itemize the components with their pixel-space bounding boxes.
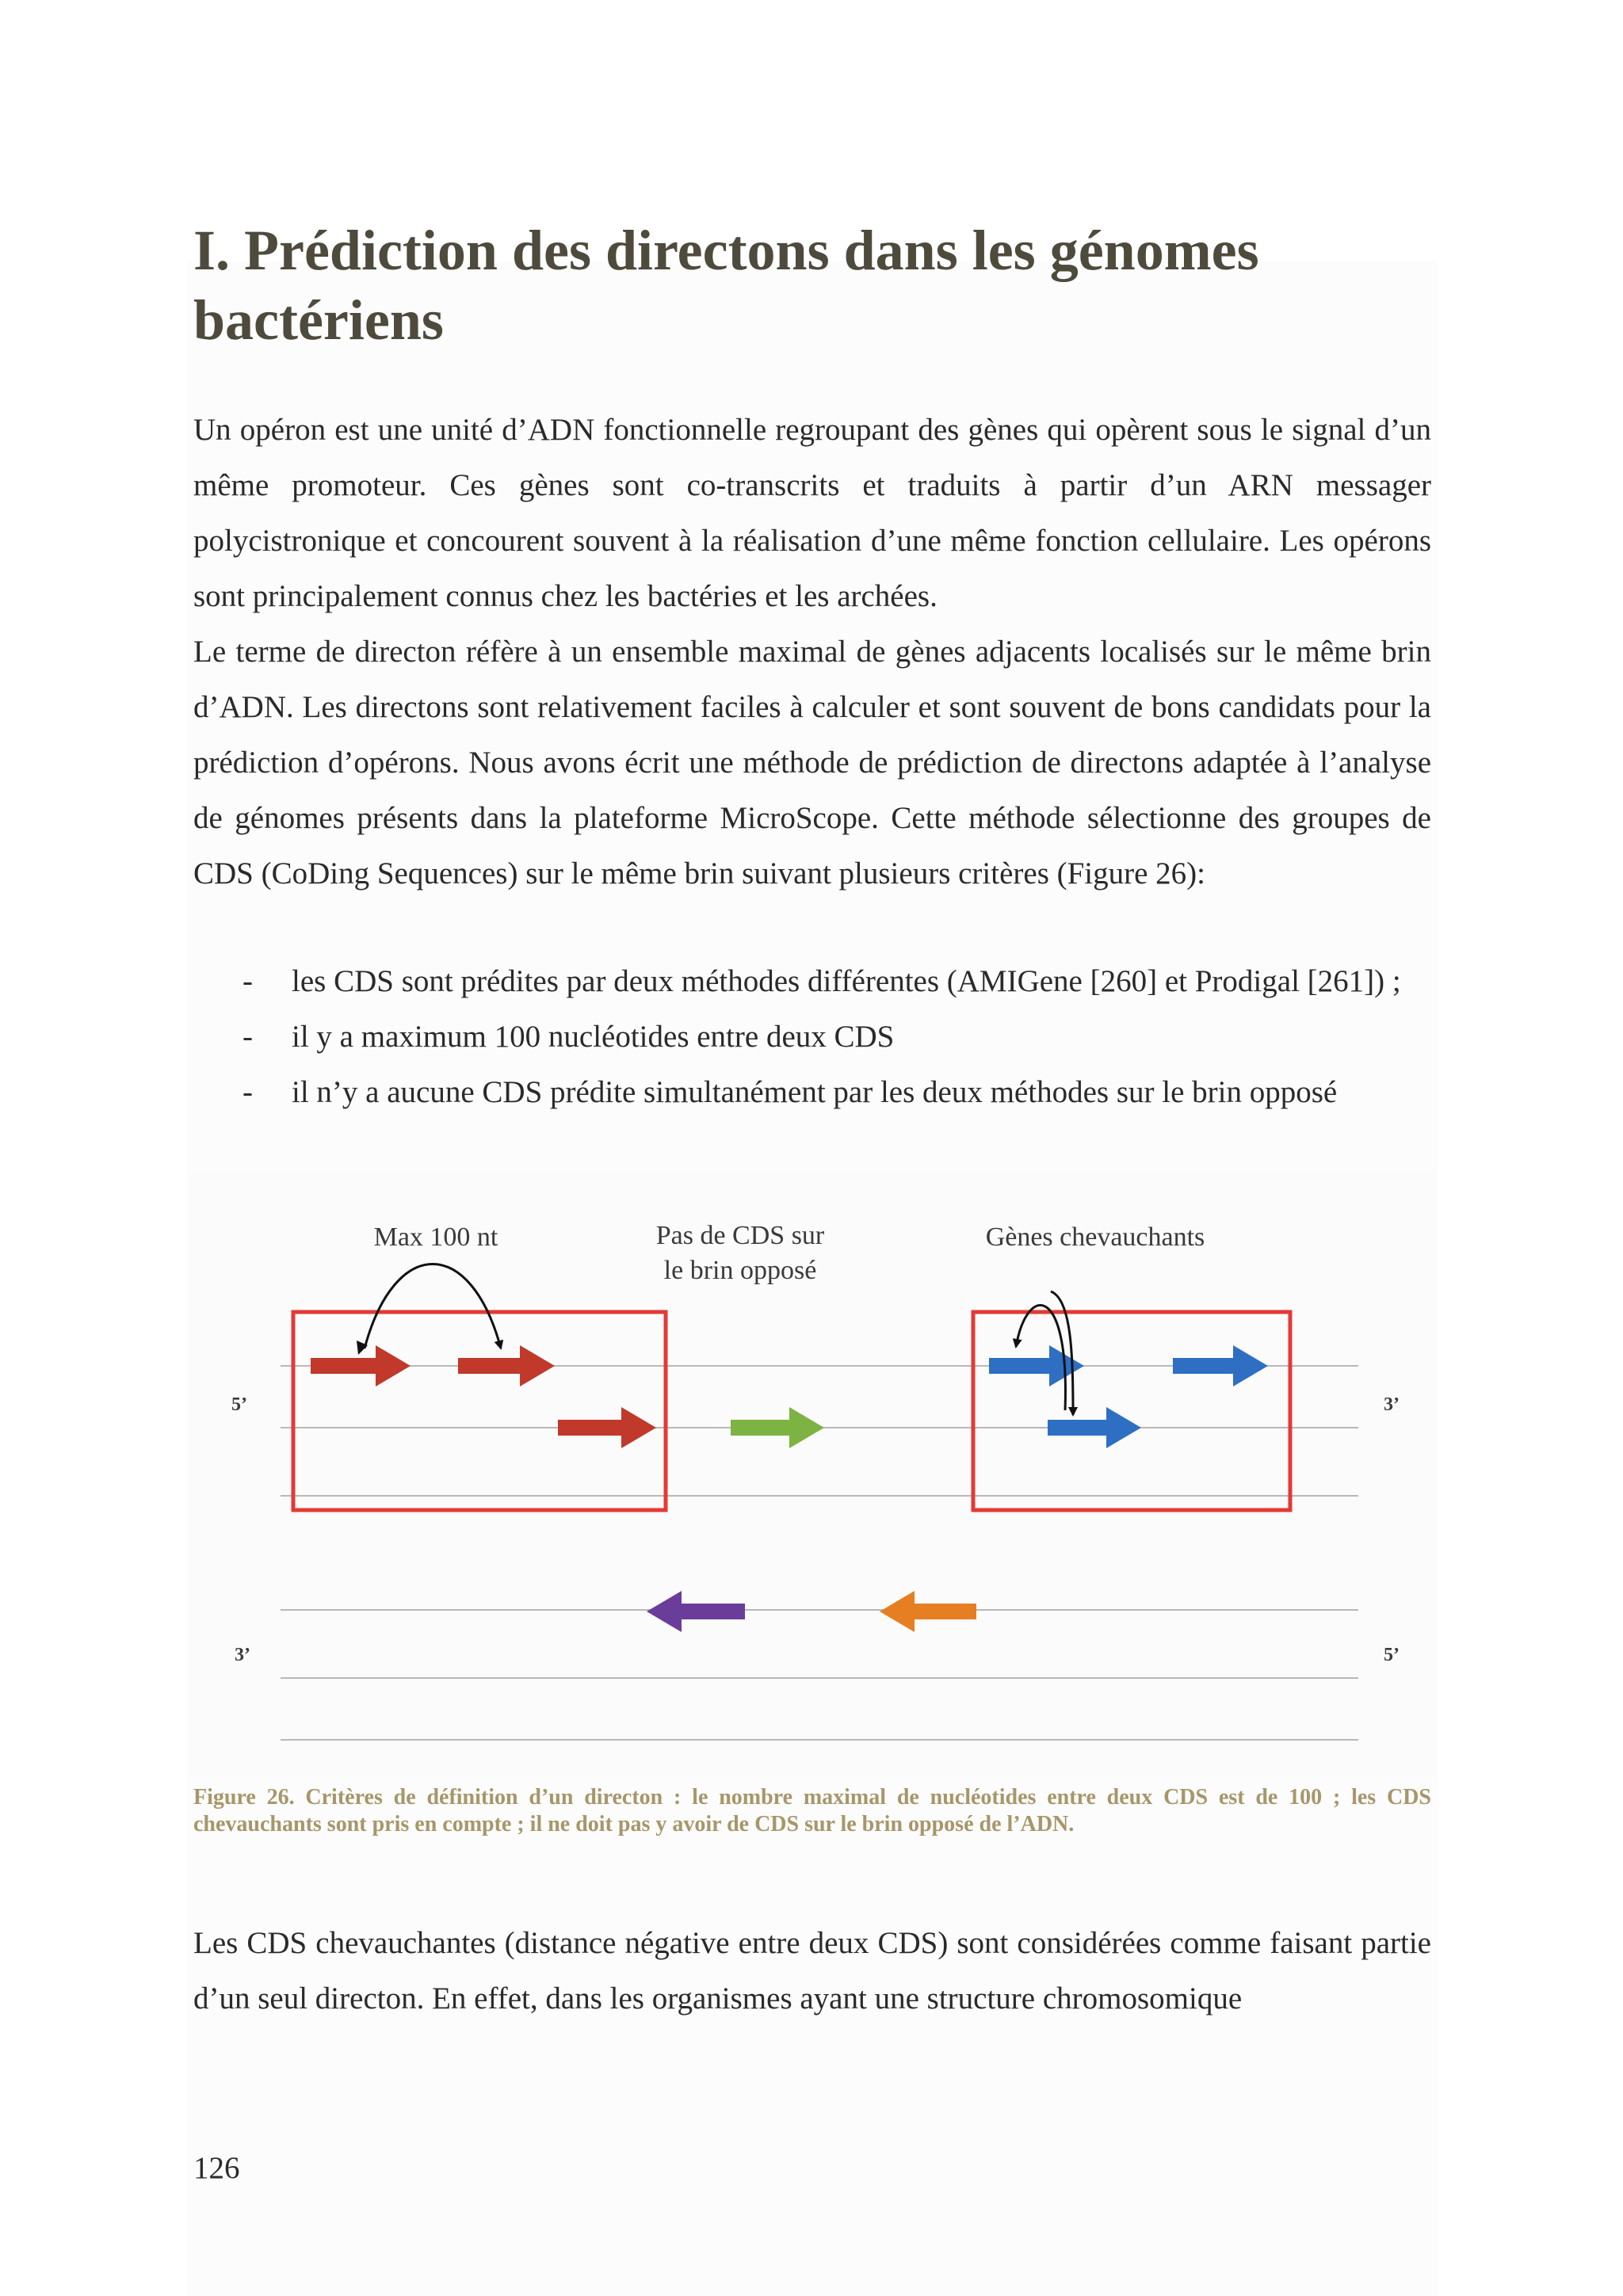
criteria-list bbox=[193, 954, 1445, 1120]
strand-end-label: 3’ bbox=[1384, 1394, 1400, 1415]
bullet-dash: - bbox=[242, 1020, 253, 1054]
bullet-dash: - bbox=[242, 964, 253, 998]
criteria-item-text: les CDS sont prédites par deux méthodes différentes (AMIGene [260] et Prodigal [261]) ; bbox=[292, 964, 1401, 998]
paragraph-operon: Un opéron est une unité d’ADN fonctionnelle regroupant des gènes qui opèrent sous le signal d’un même promoteur. Ces gènes sont co-transcrits et traduits à partir d’un ARN messager polycistronique et concourent souvent à la réalisation d’une même fonction cellulaire. Les opérons sont principalement connus chez les bactéries et les archées. bbox=[193, 413, 1431, 613]
criteria-item-text: il y a maximum 100 nucléotides entre deux CDS bbox=[292, 1020, 895, 1054]
closing-text bbox=[193, 1916, 1431, 2027]
figure-diagram bbox=[187, 1173, 1438, 1775]
cds-arrow-blue bbox=[989, 1345, 1084, 1386]
cds-arrow-blue bbox=[1048, 1407, 1141, 1448]
paragraph-directon: Le terme de directon réfère à un ensemble maximal de gènes adjacents localisés sur le même brin d’ADN. Les directons sont relativement faciles à calculer et sont souvent de bons candidats pour la prédiction d’opérons. Nous avons écrit une méthode de prédiction de directons adaptée à l’analyse de génomes présents dans la plateforme MicroScope. Cette méthode sélectionne des groupes de CDS (CoDing Sequences) sur le même brin suivant plusieurs critères (Figure 26): bbox=[193, 635, 1431, 891]
intro-text bbox=[193, 402, 1431, 902]
strand-end-label: 3’ bbox=[235, 1645, 250, 1665]
page-number: 126 bbox=[193, 2151, 240, 2185]
section-heading: I. Prédiction des directons dans les génomes bactériens bbox=[193, 219, 1259, 352]
distance-arrow bbox=[365, 1264, 501, 1349]
strand-end-label: 5’ bbox=[231, 1394, 247, 1415]
label-no-cds-line1: Pas de CDS sur bbox=[655, 1221, 825, 1250]
label-max-distance: Max 100 nt bbox=[373, 1222, 498, 1252]
cds-arrow-purple bbox=[647, 1591, 745, 1632]
strand-end-label: 5’ bbox=[1384, 1645, 1400, 1665]
criteria-item bbox=[193, 1009, 1445, 1065]
criteria-item bbox=[193, 1065, 1445, 1120]
directon-box-left bbox=[293, 1312, 666, 1510]
criteria-item bbox=[193, 954, 1445, 1009]
cds-arrow-blue bbox=[1173, 1345, 1268, 1386]
criteria-item-text: il n’y a aucune CDS prédite simultanément par les deux méthodes sur le brin opposé bbox=[292, 1075, 1338, 1109]
bullet-dash: - bbox=[242, 1075, 253, 1109]
cds-arrow-red bbox=[558, 1407, 656, 1448]
figure-caption: Figure 26. Critères de définition d’un directon : le nombre maximal de nucléotides entre deux CDS est de 100 ; les CDS chevauchants sont pris en compte ; il ne doit pas y avoir de CDS sur le brin opposé de l’ADN. bbox=[193, 1785, 1431, 1836]
paragraph-overlapping: Les CDS chevauchantes (distance négative entre deux CDS) sont considérées comme faisant partie d’un seul directon. En effet, dans les organismes ayant une structure chromosomique bbox=[193, 1926, 1431, 2016]
cds-arrow-orange bbox=[880, 1591, 976, 1632]
label-no-cds-line2: le brin opposé bbox=[663, 1256, 817, 1285]
cds-arrow-red bbox=[458, 1345, 555, 1386]
label-overlapping-genes: Gènes chevauchants bbox=[985, 1222, 1205, 1252]
figure-directon-criteria bbox=[187, 1173, 1438, 1775]
cds-arrow-green bbox=[731, 1407, 824, 1448]
directon-box-right bbox=[973, 1312, 1290, 1510]
